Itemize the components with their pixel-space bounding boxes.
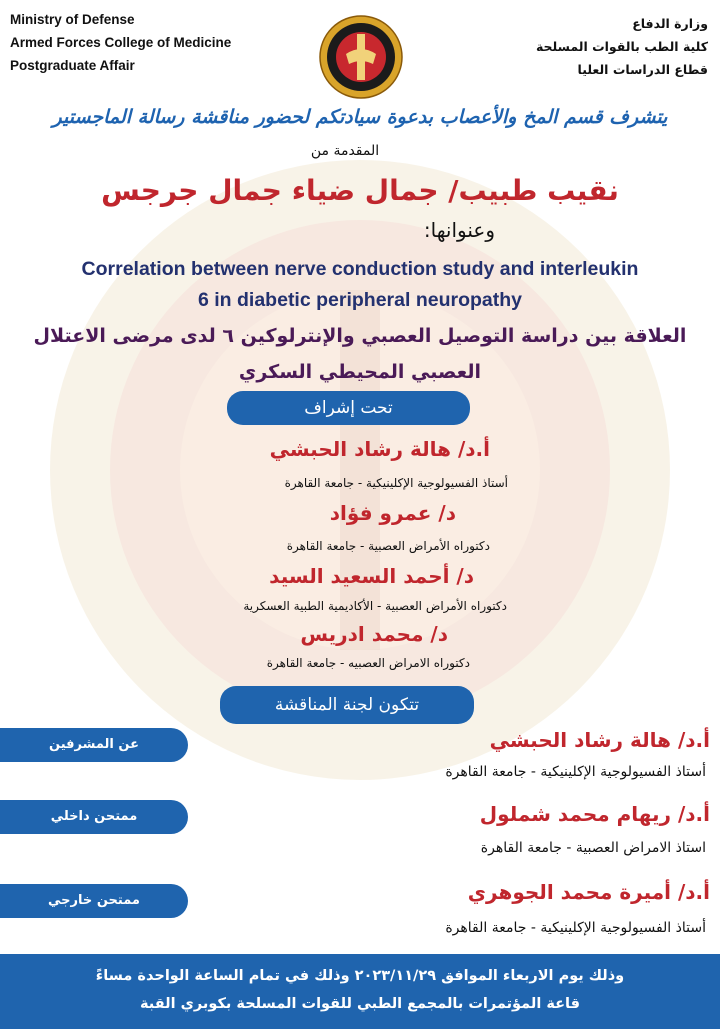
thesis-title-ar-line: العصبي المحيطي السكري xyxy=(238,361,482,383)
header-ar-line: قطاع الدراسات العليا xyxy=(577,62,708,77)
thesis-title-ar-line: العلاقة بين دراسة التوصيل العصبي والإنترلوكين ٦ لدى مرضى الاعتلال xyxy=(33,325,687,347)
committee-member-name: أ.د/ أميرة محمد الجوهري xyxy=(467,880,710,904)
committee-member-name: أ.د/ ريهام محمد شملول xyxy=(479,802,710,826)
header-english xyxy=(10,8,231,77)
committee-member-affiliation: أستاذ الفسيولوجية الإكلينيكية - جامعة القاهرة xyxy=(445,764,706,780)
thesis-title-english xyxy=(0,254,720,316)
committee-label: تتكون لجنة المناقشة xyxy=(220,686,474,724)
committee-role-badge: عن المشرفين xyxy=(0,728,188,762)
college-logo xyxy=(318,14,404,100)
supervisor-affiliation: أستاذ الفسيولوجية الإكلينيكية - جامعة القاهرة xyxy=(284,476,508,490)
header-en-line: Armed Forces College of Medicine xyxy=(10,35,232,50)
supervisor-affiliation: دكتوراه الأمراض العصبية - جامعة القاهرة xyxy=(286,539,490,553)
thesis-title-en-line: Correlation between nerve conduction study and interleukin xyxy=(81,258,639,280)
titled-label: وعنوانها: xyxy=(423,218,495,242)
header-ar-line: وزارة الدفاع xyxy=(632,16,708,31)
supervisor-name: د/ عمرو فؤاد xyxy=(329,501,456,525)
footer-banner xyxy=(0,954,720,1029)
committee-member-affiliation: استاذ الامراض العصبية - جامعة القاهرة xyxy=(480,840,706,856)
committee-role-badge: ممتحن داخلي xyxy=(0,800,188,834)
invitation-line: يتشرف قسم المخ والأعصاب بدعوة سيادتكم لحضور مناقشة رسالة الماجستير xyxy=(52,106,668,128)
presented-by: المقدمة من xyxy=(310,143,380,159)
supervisor-name: د/ أحمد السعيد السيد xyxy=(269,564,474,588)
header-en-line: Ministry of Defense xyxy=(10,12,135,27)
header-arabic xyxy=(536,12,708,81)
thesis-title-en-line: 6 in diabetic peripheral neuropathy xyxy=(198,289,522,311)
supervisor-name: د/ محمد ادريس xyxy=(300,622,448,646)
footer-venue: قاعة المؤتمرات بالمجمع الطبي للقوات المسلحة بكوبري القبة xyxy=(140,996,580,1012)
supervisor-affiliation: دكتوراه الأمراض العصبية - الأكاديمية الطبية العسكرية xyxy=(243,599,507,613)
supervisor-affiliation: دكتوراه الامراض العصبيه - جامعة القاهرة xyxy=(266,656,470,670)
footer-date-time: وذلك يوم الاربعاء الموافق ٢٠٢٣/١١/٢٩ وذلك في تمام الساعة الواحدة مساءً xyxy=(95,968,625,984)
thesis-title-arabic xyxy=(0,318,720,390)
supervision-label: تحت إشراف xyxy=(227,391,470,425)
header-en-line: Postgraduate Affair xyxy=(10,58,135,73)
committee-member-affiliation: أستاذ الفسيولوجية الإكلينيكية - جامعة القاهرة xyxy=(445,920,706,936)
supervisor-name: أ.د/ هالة رشاد الحبشي xyxy=(269,437,490,461)
candidate-name: نقيب طبيب/ جمال ضياء جمال جرجس xyxy=(101,174,619,207)
committee-role-badge: ممتحن خارجي xyxy=(0,884,188,918)
committee-member-name: أ.د/ هالة رشاد الحبشي xyxy=(489,728,710,752)
header-ar-line: كلية الطب بالقوات المسلحة xyxy=(535,39,708,54)
